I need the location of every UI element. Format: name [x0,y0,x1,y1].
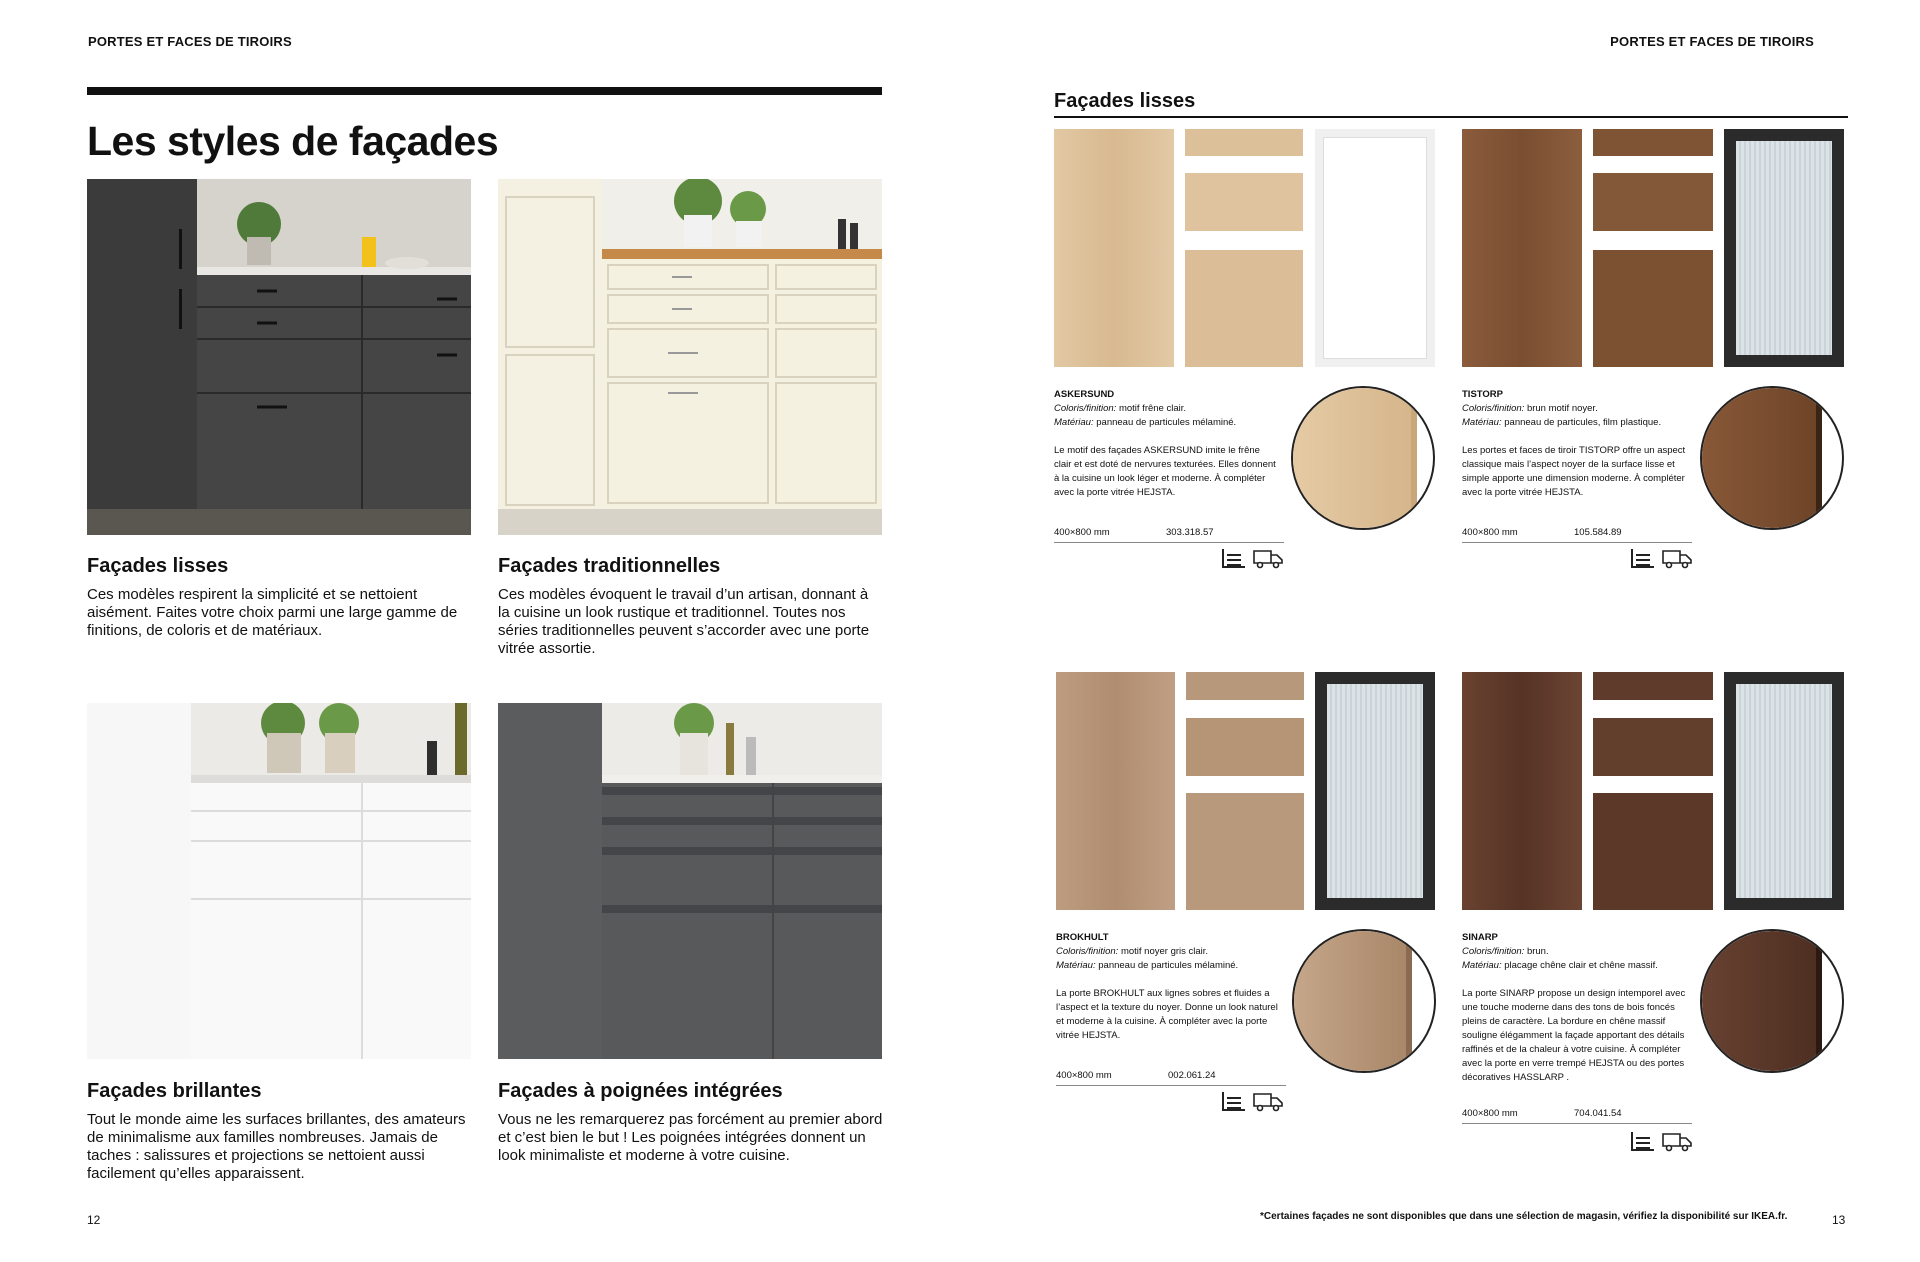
product-description: Le motif des façades ASKERSUND imite le frêne clair et est doté de nervures texturées. Elles donnent à la cuisine un look léger et moderne. À compléter avec la porte vitrée HEJSTA. [1054,445,1276,498]
title-rule [87,87,882,95]
brokhult-drawer-swatch [1186,718,1304,776]
product-name: SINARP [1462,932,1498,943]
store-pickup-icon [1630,547,1656,569]
product-description: La porte SINARP propose un design intemporel avec une touche moderne dans des tons de bois foncés pleins de caractère. La bordure en chêne massif souligne élégamment la façade apportant des détails raffinés et de la chaleur à votre cuisine. À compléter avec la porte en verre trempé HEJSTA ou des portes décoratives HASSLARP . [1462,988,1686,1083]
askersund-door-swatch [1054,129,1174,367]
product-name: TISTORP [1462,389,1503,400]
availability-icons [1221,1090,1283,1112]
product-material: panneau de particules, film plastique. [1504,417,1662,428]
brokhult-drawer-swatch [1186,672,1304,700]
product-meta-brokhult [1056,1070,1286,1086]
product-name: ASKERSUND [1054,389,1115,400]
delivery-truck-icon [1253,1090,1283,1112]
askersund-drawer-swatch [1185,129,1303,156]
sinarp-door-swatch [1593,793,1713,910]
product-brokhult [1056,931,1286,1043]
availability-footnote: *Certaines façades ne sont disponibles que dans une sélection de magasin, vérifiez la disponibilité sur IKEA.fr. [1260,1211,1788,1222]
product-color: motif frêne clair. [1118,403,1187,414]
store-pickup-icon [1221,1090,1247,1112]
section-label: PORTES ET FACES DE TIROIRS [88,34,292,49]
material-label: Matériau: [1054,417,1094,428]
product-meta-tistorp [1462,527,1692,543]
sinarp-closeup [1700,929,1844,1073]
style-text-smooth: Ces modèles respirent la simplicité et se nettoient aisément. Faites votre choix parmi une large gamme de finitions, de coloris et de matériaux. [87,586,458,639]
page-number-right: 13 [1832,1213,1846,1227]
product-description: Les portes et faces de tiroir TISTORP offre un aspect classique mais l’aspect noyer de la surface lisse et simple apporte une dimension moderne. À compléter avec la porte vitrée HEJSTA. [1462,445,1686,498]
style-text-integrated: Vous ne les remarquerez pas forcément au premier abord et c’est bien le but ! Les poignées intégrées donnent un look minimaliste et moderne à votre cuisine. [498,1111,883,1164]
product-askersund [1054,388,1284,500]
product-name: BROKHULT [1056,932,1109,943]
section-rule [1054,116,1848,118]
product-size: 400×800 mm [1462,527,1518,538]
page-title: Les styles de façades [87,118,499,164]
brokhult-door-swatch [1186,793,1304,910]
photo-traditional-fronts [498,179,882,535]
style-title-integrated: Façades à poignées intégrées [498,1080,783,1102]
style-title-smooth: Façades lisses [87,555,229,577]
color-label: Coloris/finition: [1462,403,1525,414]
photo-gloss-fronts [87,703,471,1059]
tistorp-drawer-swatch [1593,129,1713,156]
askersund-drawer-swatch [1185,173,1303,231]
product-color: brun. [1526,946,1549,957]
tistorp-door-swatch [1462,129,1582,367]
store-pickup-icon [1630,1130,1656,1152]
hejsta-white-glass-door [1315,129,1435,367]
sinarp-door-swatch [1462,672,1582,910]
product-description: La porte BROKHULT aux lignes sobres et fluides a l’aspect et la texture du noyer. Donne un look naturel et moderne à la cuisine. À compléter avec la porte vitrée HEJSTA. [1056,988,1278,1041]
section-label: PORTES ET FACES DE TIROIRS [1610,34,1814,49]
hejsta-black-glass-door [1724,672,1844,910]
color-label: Coloris/finition: [1054,403,1117,414]
style-text-traditional: Ces modèles évoquent le travail d’un artisan, donnant à la cuisine un look rustique et traditionnel. Toutes nos séries traditionnelles peuvent s’accorder avec une porte vitrée assortie. [498,586,870,657]
material-label: Matériau: [1462,417,1502,428]
tistorp-door-swatch [1593,250,1713,367]
product-size: 400×800 mm [1056,1070,1112,1081]
askersund-door-swatch [1185,250,1303,367]
product-material: placage chêne clair et chêne massif. [1504,960,1658,971]
style-title-traditional: Façades traditionnelles [498,555,721,577]
photo-integrated-handle-fronts [498,703,882,1059]
product-size: 400×800 mm [1462,1108,1518,1119]
product-size: 400×800 mm [1054,527,1110,538]
product-color: brun motif noyer. [1526,403,1598,414]
availability-icons [1221,547,1283,569]
style-title-gloss: Façades brillantes [87,1080,262,1102]
sinarp-drawer-swatch [1593,672,1713,700]
availability-icons [1630,1130,1692,1152]
color-label: Coloris/finition: [1056,946,1119,957]
delivery-truck-icon [1253,547,1283,569]
style-text-gloss: Tout le monde aime les surfaces brillantes, des amateurs de minimalisme aux familles nombreuses. Jamais de taches : salissures et projections se nettoient aussi facilement qu’elles apparaissent. [87,1111,466,1182]
product-material: panneau de particules mélaminé. [1096,417,1237,428]
tistorp-drawer-swatch [1593,173,1713,231]
sinarp-drawer-swatch [1593,718,1713,776]
product-ref: 105.584.89 [1574,527,1622,538]
product-meta-sinarp [1462,1108,1692,1124]
delivery-truck-icon [1662,547,1692,569]
smooth-fronts-title: Façades lisses [1054,90,1196,112]
brokhult-door-swatch [1056,672,1175,910]
material-label: Matériau: [1056,960,1096,971]
delivery-truck-icon [1662,1130,1692,1152]
color-label: Coloris/finition: [1462,946,1525,957]
brokhult-closeup [1292,929,1436,1073]
askersund-closeup [1291,386,1435,530]
product-material: panneau de particules mélaminé. [1098,960,1239,971]
page-number-left: 12 [87,1213,101,1227]
availability-icons [1630,547,1692,569]
product-tistorp [1462,388,1692,500]
product-sinarp [1462,931,1692,1085]
product-ref: 002.061.24 [1168,1070,1216,1081]
tistorp-closeup [1700,386,1844,530]
product-ref: 704.041.54 [1574,1108,1622,1119]
product-color: motif noyer gris clair. [1120,946,1209,957]
store-pickup-icon [1221,547,1247,569]
photo-smooth-fronts [87,179,471,535]
material-label: Matériau: [1462,960,1502,971]
product-meta-askersund [1054,527,1284,543]
hejsta-black-glass-door [1315,672,1435,910]
hejsta-black-glass-door [1724,129,1844,367]
product-ref: 303.318.57 [1166,527,1214,538]
